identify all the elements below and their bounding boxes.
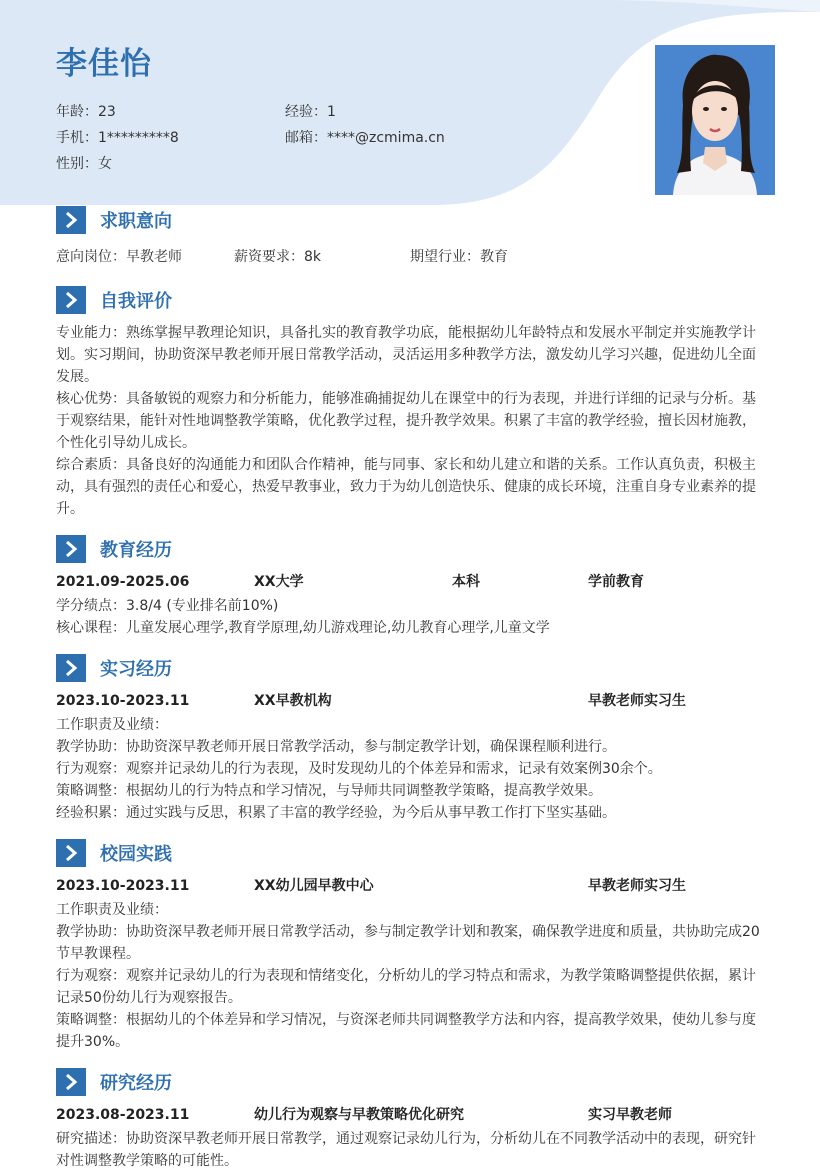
research-role: 实习早教老师 <box>588 1107 672 1123</box>
email: 邮箱：****@zcmima.cn <box>285 130 445 146</box>
self-eval-strength: 核心优势：具备敏锐的观察力和分析能力，能够准确捕捉幼儿在课堂中的行为表现，并进行详细的记录与分析。基于观察结果，能针对性地调整教学策略，优化教学过程，提升教学效果。积累了丰富的教学经验，擅长因材施教，个性化引导幼儿成长。 <box>56 391 756 451</box>
chevron-right-icon <box>56 654 86 682</box>
campus-line: 行为观察：观察并记录幼儿的行为表现和情绪变化，分析幼儿的学习特点和需求，为教学策略调整提供依据，累计记录50份幼儿行为观察报告。 <box>56 968 756 1006</box>
phone: 手机：1*********8 <box>56 130 179 146</box>
edu-courses: 核心课程：儿童发展心理学,教育学原理,幼儿游戏理论,幼儿教育心理学,儿童文学 <box>56 620 550 636</box>
edu-school: XX大学 <box>254 574 304 590</box>
edu-degree: 本科 <box>452 574 480 590</box>
self-eval-professional: 专业能力：熟练掌握早教理论知识，具备扎实的教育教学功底，能根据幼儿年龄特点和发展水平制定并实施教学计划。实习期间，协助资深早教老师开展日常教学活动，灵活运用多种教学方法，激发幼儿学习兴趣，促进幼儿全面发展。 <box>56 325 756 385</box>
experience: 经验：1 <box>285 104 336 120</box>
chevron-right-icon <box>56 839 86 867</box>
section-intent <box>56 206 766 268</box>
section-title: 实习经历 <box>100 659 172 680</box>
intern-line: 经验积累：通过实践与反思，积累了丰富的教学经验，为今后从事早教工作打下坚实基础。 <box>56 805 616 821</box>
edu-date: 2021.09-2025.06 <box>56 574 190 590</box>
age: 年龄：23 <box>56 104 116 120</box>
intern-duties-label: 工作职责及业绩： <box>56 717 168 733</box>
section-self-eval <box>56 286 766 520</box>
intent-position: 意向岗位：早教老师 <box>56 249 182 265</box>
research-description: 研究描述：协助资深早教老师开展日常教学，通过观察记录幼儿行为，分析幼儿在不同教学活动中的表现，研究针对性调整教学策略的可能性。 <box>56 1131 756 1169</box>
intern-line: 策略调整：根据幼儿的行为特点和学习情况，与导师共同调整教学策略，提高教学效果。 <box>56 783 602 799</box>
profile-photo <box>655 45 775 195</box>
intern-role: 早教老师实习生 <box>588 693 686 709</box>
section-education <box>56 535 766 639</box>
chevron-right-icon <box>56 1068 86 1096</box>
section-campus <box>56 839 766 1053</box>
section-title: 校园实践 <box>100 844 172 865</box>
edu-gpa: 学分绩点：3.8/4 (专业排名前10%) <box>56 598 279 614</box>
section-title: 自我评价 <box>100 291 172 312</box>
campus-date: 2023.10-2023.11 <box>56 878 190 894</box>
campus-line: 教学协助：协助资深早教老师开展日常教学活动，参与制定教学计划和教案，确保教学进度和质量，共协助完成20节早教课程。 <box>56 924 760 962</box>
intern-org: XX早教机构 <box>254 693 332 709</box>
campus-duties-label: 工作职责及业绩： <box>56 902 168 918</box>
section-title: 研究经历 <box>100 1073 172 1094</box>
gender: 性别：女 <box>56 156 112 172</box>
campus-line: 策略调整：根据幼儿的个体差异和学习情况，与资深老师共同调整教学方法和内容，提高教学效果，使幼儿参与度提升30%。 <box>56 1012 756 1050</box>
self-eval-quality: 综合素质：具备良好的沟通能力和团队合作精神，能与同事、家长和幼儿建立和谐的关系。工作认真负责，积极主动，具有强烈的责任心和爱心，热爱早教事业，致力于为幼儿创造快乐、健康的成长环境，注重自身专业素养的提升。 <box>56 457 756 517</box>
intent-industry: 期望行业：教育 <box>410 249 508 265</box>
edu-major: 学前教育 <box>588 574 644 590</box>
intern-line: 教学协助：协助资深早教老师开展日常教学活动，参与制定教学计划，确保课程顺利进行。 <box>56 739 616 755</box>
section-title: 求职意向 <box>100 211 172 232</box>
intern-line: 行为观察：观察并记录幼儿的行为表现，及时发现幼儿的个体差异和需求，记录有效案例30余个。 <box>56 761 662 777</box>
chevron-right-icon <box>56 535 86 563</box>
campus-org: XX幼儿园早教中心 <box>254 878 374 894</box>
campus-role: 早教老师实习生 <box>588 878 686 894</box>
research-date: 2023.08-2023.11 <box>56 1107 190 1123</box>
chevron-right-icon <box>56 286 86 314</box>
section-title: 教育经历 <box>100 540 172 561</box>
intern-date: 2023.10-2023.11 <box>56 693 190 709</box>
section-research <box>56 1068 766 1172</box>
section-internship <box>56 654 766 824</box>
chevron-right-icon <box>56 206 86 234</box>
intent-salary: 薪资要求：8k <box>234 249 322 265</box>
candidate-name: 李佳怡 <box>56 46 152 82</box>
research-project: 幼儿行为观察与早教策略优化研究 <box>254 1107 464 1123</box>
